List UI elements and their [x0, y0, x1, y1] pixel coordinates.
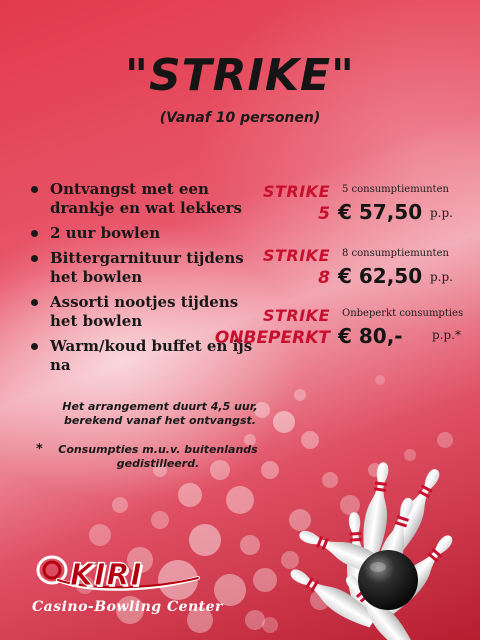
footnote-marker: * — [36, 442, 43, 457]
list-item: Assorti nootjes tijdens het bowlen — [30, 293, 270, 331]
bowling-ball-icon — [358, 550, 418, 610]
package-strike-onbeperkt — [214, 306, 475, 354]
logo-brand: KIRI — [70, 558, 143, 593]
package-per-person: p.p.* — [432, 328, 461, 342]
footnote — [36, 443, 266, 471]
package-description: 8 consumptiemunten — [342, 248, 449, 259]
list-item: Warm/koud buffet en ijs na — [30, 337, 270, 375]
page-title: "STRIKE" — [125, 50, 355, 101]
package-name: STRIKE — [262, 306, 330, 325]
list-item: Bittergarnituur tijdens het bowlen — [30, 249, 270, 287]
package-price: € 57,50 — [338, 200, 423, 224]
list-item: 2 uur bowlen — [30, 224, 270, 243]
package-name: STRIKE — [262, 182, 330, 201]
package-strike-8 — [250, 246, 475, 294]
duration-note: Het arrangement duurt 4,5 uur, berekend vanaf het ontvangst. — [62, 400, 258, 427]
package-per-person: p.p. — [430, 270, 453, 284]
package-price: € 80,- — [338, 324, 403, 348]
kiri-logo — [28, 548, 228, 628]
package-description: 5 consumptiemunten — [342, 184, 449, 195]
package-name: STRIKE — [262, 246, 330, 265]
package-number: 5 — [318, 204, 330, 224]
package-number: 8 — [318, 268, 330, 288]
list-item: Ontvangst met een drankje en wat lekkers — [30, 180, 270, 218]
includes-list — [30, 180, 270, 381]
logo-tagline: Casino-Bowling Center — [32, 599, 223, 615]
package-strike-5 — [250, 182, 475, 230]
bowling-pins-icon — [288, 455, 480, 640]
footnote-text: Consumpties m.u.v. buitenlands gedistilleerd. — [58, 443, 258, 470]
package-description: Onbeperkt consumpties — [342, 308, 464, 319]
package-number: ONBEPERKT — [214, 328, 330, 348]
package-per-person: p.p. — [430, 206, 453, 220]
package-price: € 62,50 — [338, 264, 423, 288]
subtitle: (Vanaf 10 personen) — [159, 110, 321, 126]
